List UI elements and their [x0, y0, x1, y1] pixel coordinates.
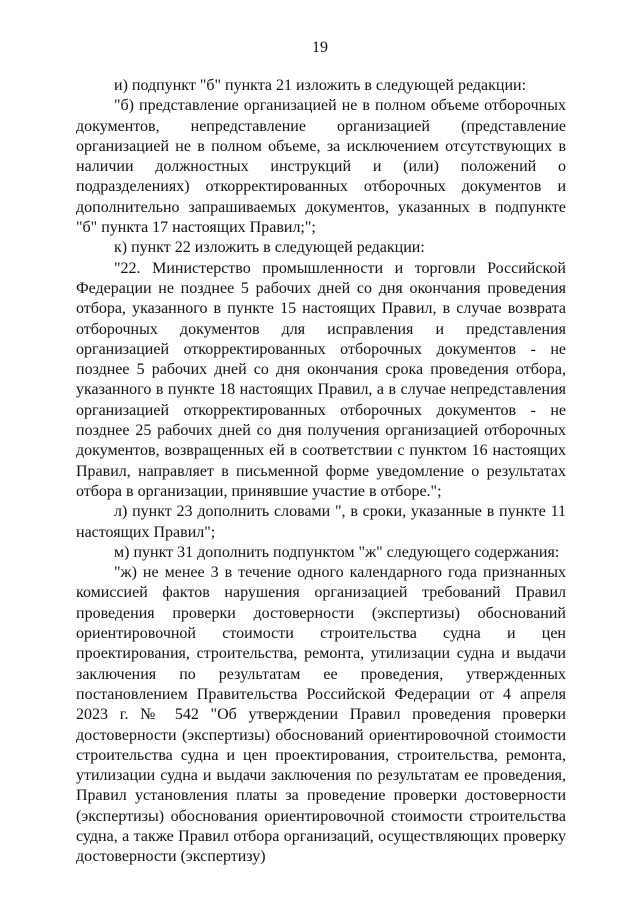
document-body [76, 76, 566, 868]
paragraph-subitem-b-text: "б) представление организацией не в полном объеме отборочных документов, непредставление организацией (представление организацией не в полном объеме, за исключением отсутствующих в наличии должностных инструкций и (или) положений о подразделениях) откорректированных отборочных документов и дополнительно запрашиваемых документов, указанных в подпункте "б" пункта 17 настоящих Правил;"; [76, 97, 566, 237]
paragraph-item-m: м) пункт 31 дополнить подпунктом "ж" следующего содержания: [114, 543, 560, 561]
paragraph-item-k: к) пункт 22 изложить в следующей редакции: [114, 239, 425, 257]
paragraph-point-22-text: "22. Министерство промышленности и торговли Российской Федерации не позднее 5 рабочих дней со дня окончания проведения отбора, указанного в пункте 15 настоящих Правил, в случае возврата отборочных документов для исправления и представления организацией откорректированных отборочных документов - не позднее 5 рабочих дней со дня окончания срока проведения отбора, указанного в пункте 18 настоящих Правил, а в случае непредставления организацией откорректированных отборочных документов - не позднее 25 рабочих дней со дня получения организацией отборочных документов, возвращенных ей в соответствии с пунктом 16 настоящих Правил, направляет в письменной форме уведомление о результатах отбора в организации, принявшие участие в отборе."; [76, 259, 566, 500]
paragraph-item-l: л) пункт 23 дополнить словами ", в сроки, указанные в пункте 11 настоящих Правил"; [76, 503, 566, 541]
paragraph-item-i: и) подпункт "б" пункта 21 изложить в следующей редакции: [114, 77, 527, 94]
page-number: 19 [312, 39, 328, 56]
paragraph-subitem-zh-text: "ж) не менее 3 в течение одного календарного года признанных комиссией фактов нарушения организацией требований Правил проведения проверки достоверности (экспертизы) обоснований ориентировочной стоимости строительства судна и цен проектирования, строительства, ремонта, утилизации судна и выдачи заключения по результатам ее проведения, утвержденных постановлением Правительства Российской Федерации от 4 апреля 2023 г. № 542 "Об утверждении Правил проведения проверки достоверности (экспертизы) обоснований ориентировочной стоимости строительства судна и цен проектирования, строительства, ремонта, утилизации судна и выдачи заключения по результатам ее проведения, Правил установления платы за проведение проверки достоверности (экспертизы) обоснования ориентировочной стоимости строительства судна, а также Правил отбора организаций, осуществляющих проверку достоверности (экспертизу) [76, 564, 566, 866]
